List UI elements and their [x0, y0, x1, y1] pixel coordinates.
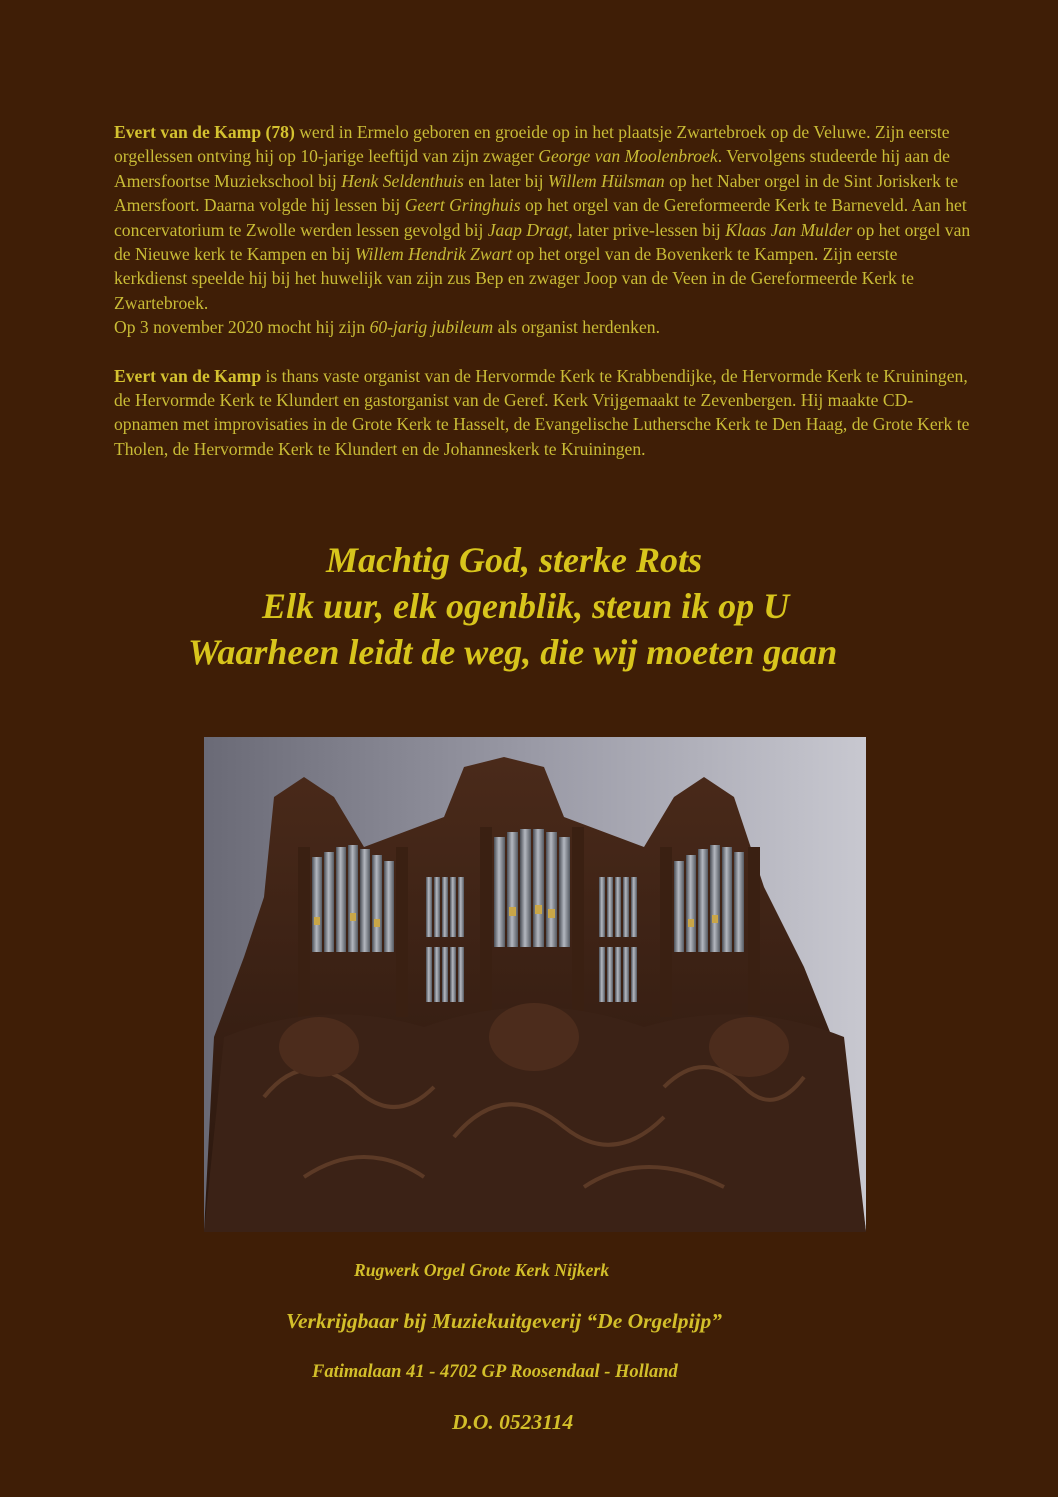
text-run: werd in Ermelo geboren en groeide op in het plaatsje Zwartebroek op de Veluwe. Zijn eerste orgellessen ontving hij op 10-jarige leeftijd van zijn zwager [114, 122, 950, 167]
bio-paragraph-jubilee [114, 315, 974, 339]
text-run: , later prive-lessen bij [568, 219, 726, 240]
verse-line-3: Waarheen leidt de weg, die wij moeten gaan [188, 632, 838, 672]
bio-paragraph-2 [114, 364, 974, 462]
catalog-number: D.O. 0523114 [452, 1410, 574, 1434]
text-run: op het orgel van de Bovenkerk te Kampen. Zijn eerste kerkdienst speelde hij bij het huwelijk van zijn zus Bep en zwager Joop van de Veen in de Gereformeerde Kerk te Zwartebroek. [114, 244, 914, 313]
photo-caption: Rugwerk Orgel Grote Kerk Nijkerk [354, 1260, 610, 1280]
italic-name: Geert Gringhuis [404, 195, 521, 216]
publisher-availability: Verkrijgbaar bij Muziekuitgeverij “De Orgelpijp” [286, 1309, 722, 1333]
bio-paragraph-1 [114, 120, 974, 315]
verse-line-1: Machtig God, sterke Rots [326, 540, 703, 580]
organ-photo [204, 737, 866, 1232]
italic-name: 60-jarig jubileum [369, 317, 494, 338]
verse [0, 537, 1058, 675]
publisher-address: Fatimalaan 41 - 4702 GP Roosendaal - Holland [312, 1362, 678, 1382]
text-run: als organist herdenken. [493, 317, 660, 338]
bold-name: Evert van de Kamp [114, 365, 262, 386]
text-run: Op 3 november 2020 mocht hij zijn [114, 317, 370, 338]
biography [114, 120, 974, 461]
italic-name: Willem Hendrik Zwart [354, 244, 513, 265]
italic-name: George van Moolenbroek [538, 146, 718, 167]
verse-line-2: Elk uur, elk ogenblik, steun ik op U [262, 586, 790, 626]
italic-name: Klaas Jan Mulder [725, 219, 853, 240]
text-run: . Vervolgens studeerde hij aan de Amersfoortse Muziekschool bij [114, 146, 950, 191]
text-run: op het orgel van de Nieuwe kerk te Kampen en bij [114, 219, 971, 265]
text-run: op het Naber orgel in de Sint Joriskerk te Amersfoort. Daarna volgde hij lessen bij [114, 170, 959, 216]
text-run: en later bij [463, 170, 548, 191]
italic-name: Willem Hülsman [547, 170, 665, 191]
bold-name: Evert van de Kamp (78) [114, 122, 295, 142]
italic-name: Jaap Dragt [487, 219, 569, 240]
text-run: op het orgel van de Gereformeerde Kerk te Barneveld. Aan het concervatorium te Zwolle werden lessen gevolgd bij [114, 195, 967, 240]
text-run: is thans vaste organist van de Hervormde Kerk te Krabbendijke, de Hervormde Kerk te Kruiningen, de Hervormde Kerk te Klundert en gastorganist van de Geref. Kerk Vrijgemaakt te Zevenbergen. Hij maakte CD-opnamen met improvisaties in de Grote Kerk te Hasselt, de Evangelische Luthersche Kerk te Den Haag, de Grote Kerk te Tholen, de Hervormde Kerk te Klundert en de Johanneskerk te Kruiningen. [114, 365, 970, 459]
italic-name: Henk Seldenthuis [341, 170, 464, 191]
